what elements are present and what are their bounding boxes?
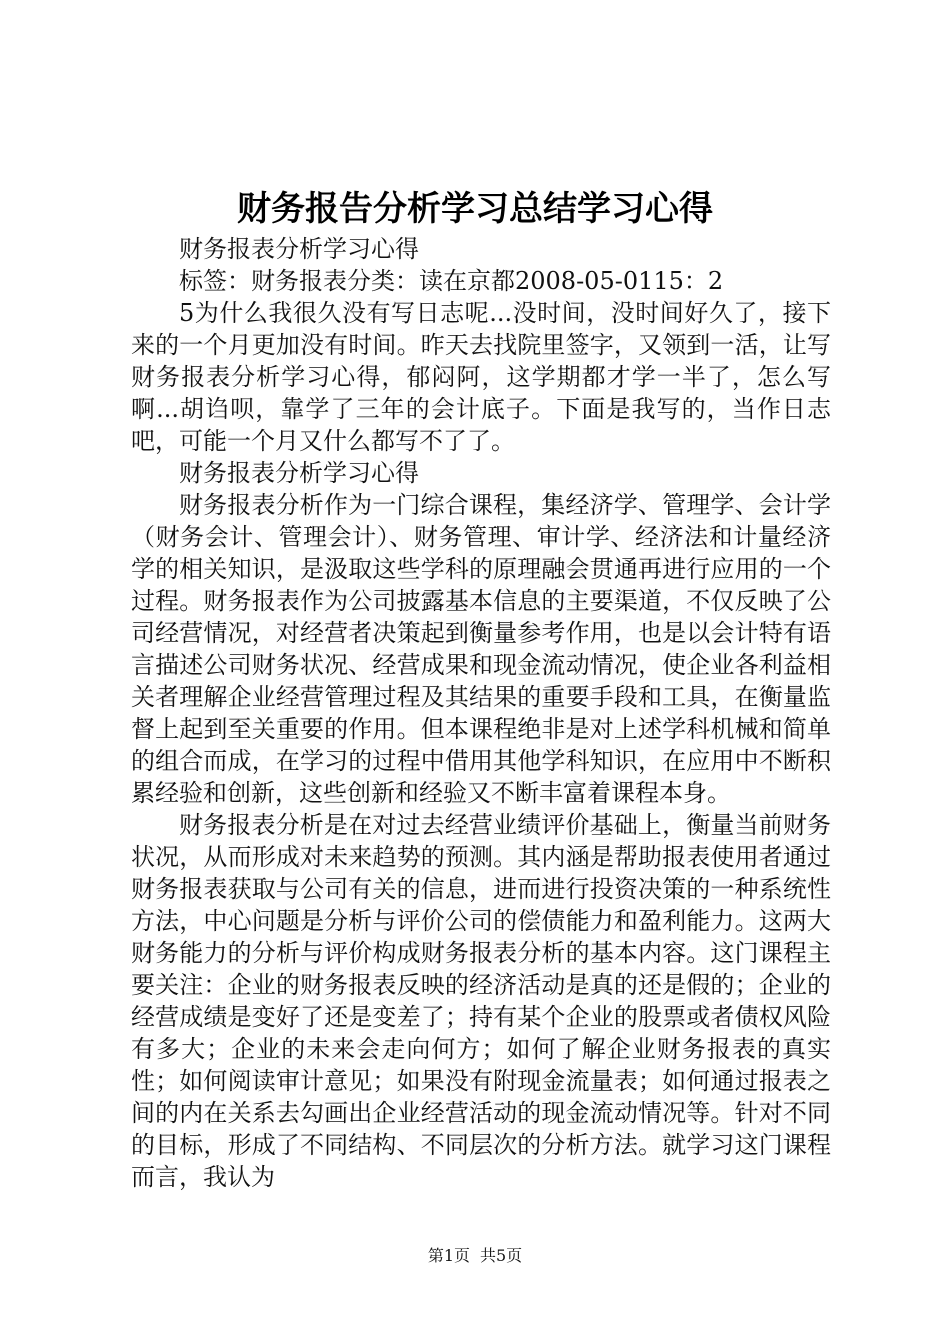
page-number: 第1页 <box>427 1246 470 1265</box>
paragraph-heading: 财务报表分析学习心得 <box>179 459 419 487</box>
paragraph-body-2: 财务报表分析是在对过去经营业绩评价基础上，衡量当前财务状况，从而形成对未来趋势的预测。其内涵是帮助报表使用者通过财务报表获取与公司有关的信息，进而进行投资决策的一种系统性方法，中心问题是分析与评价公司的偿债能力和盈利能力。这两大财务能力的分析与评价构成财务报表分析的基本内容。这门课程主要关注：企业的财务报表反映的经济活动是真的还是假的；企业的经营成绩是变好了还是变差了；持有某个企业的股票或者债权风险有多大；企业的未来会走向何方；如何了解企业财务报表的真实性；如何阅读审计意见；如果没有附现金流量表；如何通过报表之间的内在关系去勾画出企业经营活动的现金流动情况等。针对不同的目标，形成了不同结构、不同层次的分析方法。就学习这门课程而言，我认为 <box>131 811 831 1191</box>
page-total: 共5页 <box>480 1246 523 1265</box>
paragraph-tags: 标签：财务报表分类：读在京都2008-05-0115：2 <box>179 267 724 295</box>
paragraph-body-1: 财务报表分析作为一门综合课程，集经济学、管理学、会计学（财务会计、管理会计）、财务管理、审计学、经济法和计量经济学的相关知识，是汲取这些学科的原理融会贯通再进行应用的一个过程。财务报表作为公司披露基本信息的主要渠道，不仅反映了公司经营情况，对经营者决策起到衡量参考作用，也是以会计特有语言描述公司财务状况、经营成果和现金流动情况，使企业各利益相关者理解企业经营管理过程及其结果的重要手段和工具，在衡量监督上起到至关重要的作用。但本课程绝非是对上述学科机械和简单的组合而成，在学习的过程中借用其他学科知识，在应用中不断积累经验和创新，这些创新和经验又不断丰富着课程本身。 <box>131 491 831 807</box>
document-title: 财务报告分析学习总结学习心得 <box>237 189 713 229</box>
document-body <box>131 233 831 1193</box>
paragraph-subtitle: 财务报表分析学习心得 <box>179 235 419 263</box>
page-footer <box>0 1245 950 1267</box>
paragraph-intro: 5为什么我很久没有写日志呢...没时间，没时间好久了，接下来的一个月更加没有时间。昨天去找院里签字，又领到一活，让写财务报表分析学习心得，郁闷阿，这学期都才学一半了，怎么写啊...胡诌呗，靠学了三年的会计底子。下面是我写的，当作日志吧，可能一个月又什么都写不了了。 <box>131 299 831 455</box>
